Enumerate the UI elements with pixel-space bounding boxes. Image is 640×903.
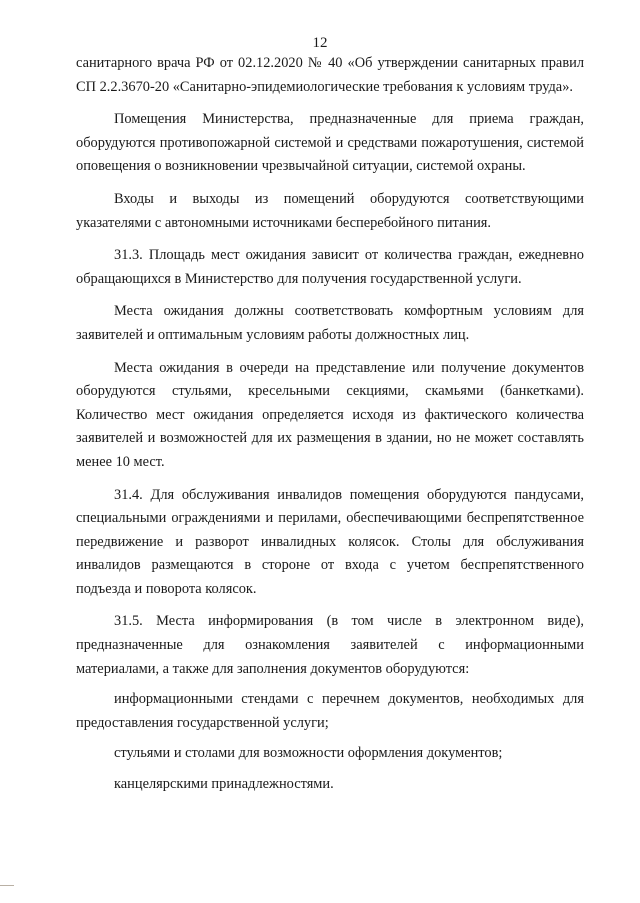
paragraph-entrances-exits: Входы и выходы из помещений оборудуются соответствующими указателями с автономными источниками бесперебойного питания. xyxy=(76,190,584,231)
paragraph-waiting-comfort: Места ожидания должны соответствовать комфортным условиям для заявителей и оптимальным условиям работы должностных лиц. xyxy=(76,303,584,343)
margin-mark xyxy=(0,885,14,886)
document-body xyxy=(76,52,584,804)
page-number: 12 xyxy=(312,35,328,51)
paragraph-31-5-information-places: 31.5. Места информирования (в том числе в электронном виде), предназначенные для ознакомления заявителей с информационными материалами, а также для заполнения документов оборудуются: xyxy=(76,613,584,677)
paragraph-sanpin-reference: санитарного врача РФ от 02.12.2020 № 40 «Об утверждении санитарных правил СП 2.2.3670-20 «Санитарно-эпидемиологические требования к условиям труда». xyxy=(76,55,584,95)
paragraph-waiting-equipment: Места ожидания в очереди на представление или получение документов оборудуются стульями, кресельными секциями, скамьями (банкетками). Количество мест ожидания определяется исходя из фактического количества заявителей и возможностей для их размещения в здании, но не может составлять менее 10 мест. xyxy=(76,359,584,470)
list-item-stationery: канцелярскими принадлежностями. xyxy=(114,776,334,793)
paragraph-31-4-disabled-access: 31.4. Для обслуживания инвалидов помещения оборудуются пандусами, специальными ограждениями и перилами, обеспечивающими беспрепятственное передвижение и разворот инвалидных колясок. Столы для обслуживания инвалидов размещаются в стороне от входа с учетом беспрепятственного подъезда и поворота колясок. xyxy=(76,486,584,597)
paragraph-31-3-waiting-area: 31.3. Площадь мест ожидания зависит от количества граждан, ежедневно обращающихся в Министерство для получения государственной услуги. xyxy=(76,247,584,287)
list-item-chairs-tables: стульями и столами для возможности оформления документов; xyxy=(114,745,503,762)
list-item-info-stands: информационными стендами с перечнем документов, необходимых для предоставления государственной услуги; xyxy=(76,691,584,731)
paragraph-fire-safety: Помещения Министерства, предназначенные для приема граждан, оборудуются противопожарной системой и средствами пожаротушения, системой оповещения о возникновении чрезвычайной ситуации, системой охраны. xyxy=(76,111,584,175)
